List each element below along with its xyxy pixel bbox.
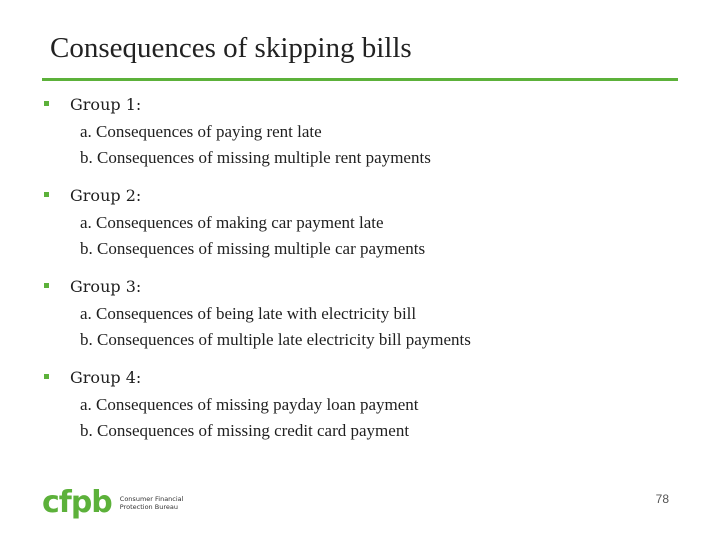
group-label: Group 2: — [70, 186, 142, 205]
logo-text-line-2: Protection Bureau — [119, 503, 178, 511]
group-subitem-a: a. Consequences of making car payment late — [80, 213, 384, 232]
group-subitem-a: a. Consequences of paying rent late — [80, 122, 322, 141]
group-label: Group 3: — [70, 277, 142, 296]
group-subitem-b: b. Consequences of missing multiple rent payments — [80, 148, 431, 167]
group-subitem-a: a. Consequences of missing payday loan payment — [80, 395, 419, 414]
group-item-2 — [44, 186, 684, 277]
cfpb-logo — [42, 485, 184, 520]
group-list — [44, 95, 684, 459]
bullet-icon — [44, 95, 54, 109]
title-divider — [42, 78, 678, 81]
bullet-icon — [44, 186, 54, 200]
group-subitem-b: b. Consequences of multiple late electricity bill payments — [80, 330, 471, 349]
logo-text-line-1: Consumer Financial — [119, 495, 184, 503]
slide-title: Consequences of skipping bills — [50, 32, 412, 64]
logo-text — [120, 495, 184, 511]
bullet-icon — [44, 368, 54, 382]
group-subitem-b: b. Consequences of missing multiple car payments — [80, 239, 426, 258]
group-label: Group 1: — [70, 95, 142, 114]
bullet-icon — [44, 277, 54, 291]
group-item-3 — [44, 277, 684, 368]
group-item-4 — [44, 368, 684, 459]
group-item-1 — [44, 95, 684, 186]
logo-mark: cfpb — [42, 485, 112, 520]
group-label: Group 4: — [70, 368, 142, 387]
page-number: 78 — [655, 492, 669, 506]
group-subitem-b: b. Consequences of missing credit card payment — [80, 421, 410, 440]
group-subitem-a: a. Consequences of being late with electricity bill — [80, 304, 417, 323]
